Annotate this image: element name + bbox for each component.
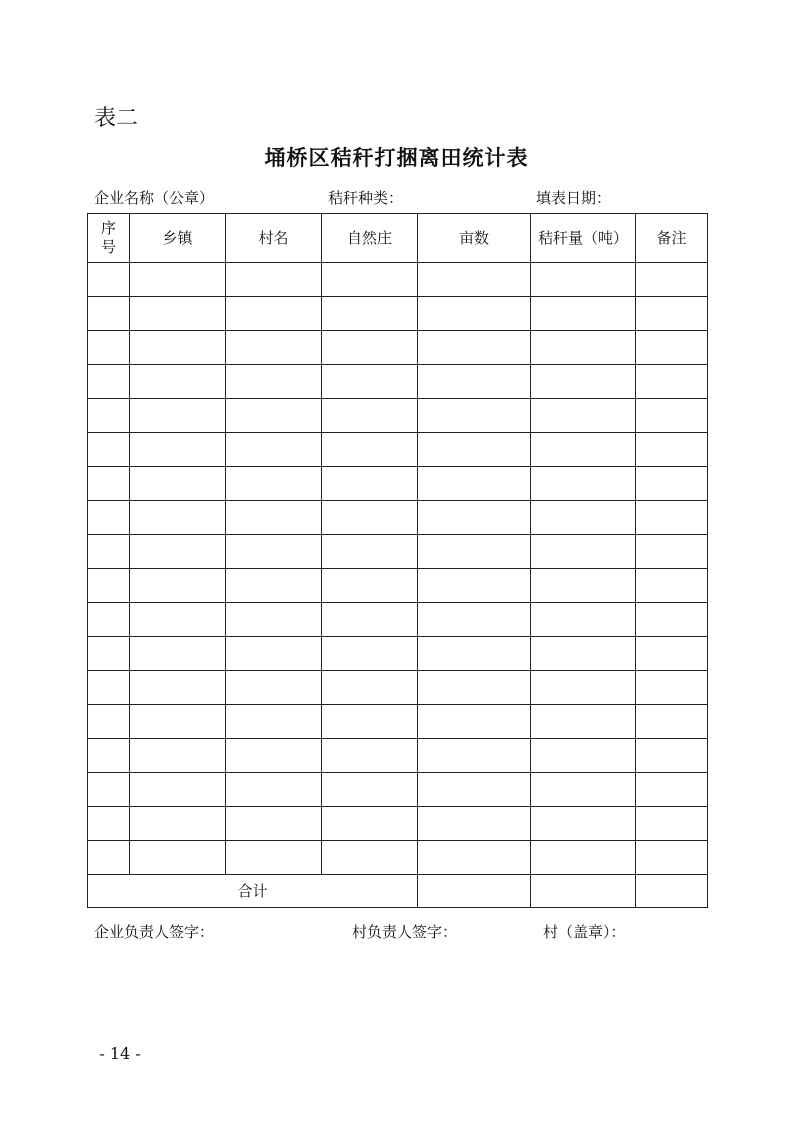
serial-cell[interactable] (88, 705, 130, 739)
straw-amount-cell[interactable] (531, 297, 636, 331)
acreage-cell[interactable] (418, 501, 531, 535)
township-cell[interactable] (130, 467, 226, 501)
col-header-serial (88, 214, 130, 263)
remarks-cell[interactable] (636, 297, 708, 331)
village-cell[interactable] (226, 297, 322, 331)
township-cell[interactable] (130, 433, 226, 467)
table-label: 表二 (94, 106, 139, 131)
table-row (88, 841, 708, 875)
serial-cell[interactable] (88, 637, 130, 671)
village-cell[interactable] (226, 399, 322, 433)
straw-amount-cell[interactable] (531, 433, 636, 467)
acreage-cell[interactable] (418, 705, 531, 739)
village-cell[interactable] (226, 569, 322, 603)
table-row (88, 297, 708, 331)
acreage-cell[interactable] (418, 841, 531, 875)
acreage-cell[interactable] (418, 807, 531, 841)
table-row (88, 399, 708, 433)
remarks-cell[interactable] (636, 501, 708, 535)
remarks-cell[interactable] (636, 365, 708, 399)
table-row (88, 773, 708, 807)
serial-cell[interactable] (88, 331, 130, 365)
remarks-cell[interactable] (636, 467, 708, 501)
township-cell[interactable] (130, 637, 226, 671)
hamlet-cell[interactable] (322, 467, 418, 501)
straw-amount-cell[interactable] (531, 501, 636, 535)
table-row (88, 365, 708, 399)
village-cell[interactable] (226, 467, 322, 501)
straw-amount-cell[interactable] (531, 603, 636, 637)
remarks-cell[interactable] (636, 535, 708, 569)
col-header-serial-text: 序号 (101, 219, 117, 256)
hamlet-cell[interactable] (322, 569, 418, 603)
document-title: 埇桥区秸秆打捆离田统计表 (264, 146, 529, 170)
remarks-cell[interactable] (636, 807, 708, 841)
acreage-cell[interactable] (418, 739, 531, 773)
village-cell[interactable] (226, 671, 322, 705)
acreage-cell[interactable] (418, 365, 531, 399)
township-cell[interactable] (130, 807, 226, 841)
hamlet-cell[interactable] (322, 297, 418, 331)
table-row (88, 535, 708, 569)
serial-cell[interactable] (88, 467, 130, 501)
table-row (88, 569, 708, 603)
hamlet-cell[interactable] (322, 637, 418, 671)
village-cell[interactable] (226, 841, 322, 875)
township-cell[interactable] (130, 773, 226, 807)
village-cell[interactable] (226, 773, 322, 807)
township-cell[interactable] (130, 331, 226, 365)
table-row (88, 603, 708, 637)
straw-amount-cell[interactable] (531, 263, 636, 297)
straw-amount-cell[interactable] (531, 331, 636, 365)
hamlet-cell[interactable] (322, 433, 418, 467)
serial-cell[interactable] (88, 433, 130, 467)
serial-cell[interactable] (88, 841, 130, 875)
remarks-cell[interactable] (636, 841, 708, 875)
acreage-cell[interactable] (418, 773, 531, 807)
township-cell[interactable] (130, 501, 226, 535)
table-row (88, 807, 708, 841)
serial-cell[interactable] (88, 501, 130, 535)
village-cell[interactable] (226, 433, 322, 467)
hamlet-cell[interactable] (322, 263, 418, 297)
fill-date-label: 填表日期： (536, 189, 612, 207)
hamlet-cell[interactable] (322, 739, 418, 773)
acreage-cell[interactable] (418, 467, 531, 501)
remarks-cell[interactable] (636, 705, 708, 739)
straw-amount-cell[interactable] (531, 773, 636, 807)
village-cell[interactable] (226, 807, 322, 841)
header-row (88, 214, 708, 263)
hamlet-cell[interactable] (322, 501, 418, 535)
village-seal-label: 村（盖章）： (543, 923, 626, 941)
remarks-cell[interactable] (636, 671, 708, 705)
serial-cell[interactable] (88, 365, 130, 399)
table-row (88, 705, 708, 739)
straw-amount-cell[interactable] (531, 365, 636, 399)
straw-amount-cell[interactable] (531, 399, 636, 433)
col-header-acreage: 亩数 (418, 214, 531, 263)
remarks-cell[interactable] (636, 433, 708, 467)
township-cell[interactable] (130, 569, 226, 603)
village-cell[interactable] (226, 705, 322, 739)
township-cell[interactable] (130, 841, 226, 875)
village-cell[interactable] (226, 331, 322, 365)
col-header-remarks: 备注 (636, 214, 708, 263)
acreage-cell[interactable] (418, 263, 531, 297)
remarks-cell[interactable] (636, 331, 708, 365)
hamlet-cell[interactable] (322, 399, 418, 433)
remarks-cell[interactable] (636, 263, 708, 297)
acreage-cell[interactable] (418, 433, 531, 467)
hamlet-cell[interactable] (322, 603, 418, 637)
straw-type-label: 秸秆种类： (328, 189, 404, 207)
total-remarks-cell[interactable] (636, 875, 708, 908)
acreage-cell[interactable] (418, 671, 531, 705)
acreage-cell[interactable] (418, 637, 531, 671)
acreage-cell[interactable] (418, 535, 531, 569)
col-header-hamlet: 自然庄 (322, 214, 418, 263)
page-number: - 14 - (99, 1044, 141, 1063)
statistics-table (87, 213, 708, 908)
village-cell[interactable] (226, 501, 322, 535)
village-cell[interactable] (226, 739, 322, 773)
total-straw-amount-cell[interactable] (531, 875, 636, 908)
company-head-signature-label: 企业负责人签字： (94, 923, 215, 941)
company-name-label: 企业名称（公章） (94, 189, 215, 207)
township-cell[interactable] (130, 671, 226, 705)
acreage-cell[interactable] (418, 399, 531, 433)
total-label-cell: 合计 (88, 875, 418, 908)
township-cell[interactable] (130, 365, 226, 399)
serial-cell[interactable] (88, 569, 130, 603)
village-cell[interactable] (226, 535, 322, 569)
col-header-straw-amount: 秸秆量（吨） (531, 214, 636, 263)
table-row (88, 671, 708, 705)
serial-cell[interactable] (88, 263, 130, 297)
table-row (88, 263, 708, 297)
table-row (88, 467, 708, 501)
acreage-cell[interactable] (418, 331, 531, 365)
total-row (88, 875, 708, 908)
table-row (88, 739, 708, 773)
straw-amount-cell[interactable] (531, 841, 636, 875)
village-head-signature-label: 村负责人签字： (352, 923, 458, 941)
hamlet-cell[interactable] (322, 365, 418, 399)
serial-cell[interactable] (88, 807, 130, 841)
hamlet-cell[interactable] (322, 705, 418, 739)
acreage-cell[interactable] (418, 297, 531, 331)
acreage-cell[interactable] (418, 603, 531, 637)
straw-amount-cell[interactable] (531, 569, 636, 603)
village-cell[interactable] (226, 637, 322, 671)
township-cell[interactable] (130, 705, 226, 739)
township-cell[interactable] (130, 535, 226, 569)
table-row (88, 501, 708, 535)
hamlet-cell[interactable] (322, 841, 418, 875)
straw-amount-cell[interactable] (531, 671, 636, 705)
remarks-cell[interactable] (636, 603, 708, 637)
total-acreage-cell[interactable] (418, 875, 531, 908)
hamlet-cell[interactable] (322, 535, 418, 569)
table-row (88, 637, 708, 671)
township-cell[interactable] (130, 263, 226, 297)
straw-amount-cell[interactable] (531, 807, 636, 841)
straw-amount-cell[interactable] (531, 637, 636, 671)
hamlet-cell[interactable] (322, 331, 418, 365)
serial-cell[interactable] (88, 297, 130, 331)
straw-amount-cell[interactable] (531, 739, 636, 773)
straw-amount-cell[interactable] (531, 535, 636, 569)
village-cell[interactable] (226, 263, 322, 297)
serial-cell[interactable] (88, 603, 130, 637)
straw-amount-cell[interactable] (531, 705, 636, 739)
table-row (88, 433, 708, 467)
village-cell[interactable] (226, 603, 322, 637)
hamlet-cell[interactable] (322, 773, 418, 807)
serial-cell[interactable] (88, 399, 130, 433)
village-cell[interactable] (226, 365, 322, 399)
remarks-cell[interactable] (636, 773, 708, 807)
remarks-cell[interactable] (636, 569, 708, 603)
straw-amount-cell[interactable] (531, 467, 636, 501)
township-cell[interactable] (130, 297, 226, 331)
serial-cell[interactable] (88, 671, 130, 705)
col-header-village: 村名 (226, 214, 322, 263)
township-cell[interactable] (130, 399, 226, 433)
acreage-cell[interactable] (418, 569, 531, 603)
hamlet-cell[interactable] (322, 807, 418, 841)
township-cell[interactable] (130, 603, 226, 637)
remarks-cell[interactable] (636, 637, 708, 671)
township-cell[interactable] (130, 739, 226, 773)
serial-cell[interactable] (88, 739, 130, 773)
serial-cell[interactable] (88, 535, 130, 569)
remarks-cell[interactable] (636, 399, 708, 433)
serial-cell[interactable] (88, 773, 130, 807)
table-row (88, 331, 708, 365)
col-header-township: 乡镇 (130, 214, 226, 263)
hamlet-cell[interactable] (322, 671, 418, 705)
remarks-cell[interactable] (636, 739, 708, 773)
